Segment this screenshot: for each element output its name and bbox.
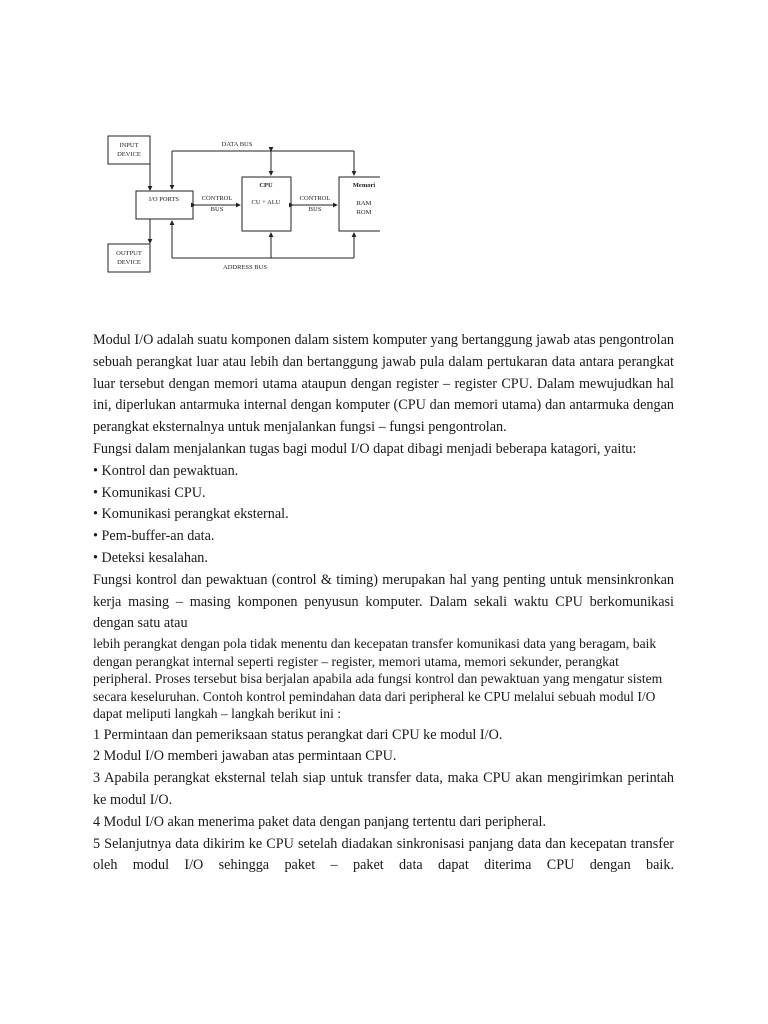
paragraph-functions: Fungsi dalam menjalankan tugas bagi modul I/O dapat dibagi menjadi beberapa katagori, yaitu: <box>93 440 637 457</box>
address-bus-label: ADDRESS BUS <box>223 264 267 271</box>
control-bus-right-1: CONTROL <box>299 195 331 202</box>
io-ports-label: I/O PORTS <box>148 196 180 203</box>
control-bus-right-2: BUS <box>308 206 322 213</box>
memori-ram: RAM <box>356 200 372 207</box>
cpu-subtitle: CU + ALU <box>251 199 281 206</box>
control-bus-left-2: BUS <box>210 206 224 213</box>
bullet-item: • Komunikasi perangkat eksternal. <box>93 506 289 523</box>
input-device-label-1: INPUT <box>119 142 139 149</box>
input-device-box <box>108 136 150 164</box>
document-body <box>93 330 674 877</box>
step-item: 5 Selanjutnya data dikirim ke CPU setelah diadakan sinkronisasi panjang data dan kecepatan transfer oleh modul I/O sehingga paket – paket data dapat diterima CPU dengan baik. <box>93 835 674 874</box>
io-module-block-diagram <box>100 128 380 278</box>
output-device-label-2: DEVICE <box>117 259 141 266</box>
input-device-label-2: DEVICE <box>117 151 141 158</box>
output-device-label-1: OUTPUT <box>116 250 142 257</box>
paragraph-intro: Modul I/O adalah suatu komponen dalam sistem komputer yang bertanggung jawab atas pengontrolan sebuah perangkat luar atau lebih dan bertanggung jawab pula dalam pertukaran data antara perangkat luar tersebut dengan memori utama ataupun dengan register – register CPU. Dalam mewujudkan hal ini, diperlukan antarmuka internal dengan komputer (CPU dan memori utama) dan antarmuka dengan perangkat eksternalnya untuk menjalankan fungsi – fungsi pengontrolan. <box>93 332 674 436</box>
data-bus-label: DATA BUS <box>221 141 253 148</box>
bullet-item: • Komunikasi CPU. <box>93 484 206 501</box>
bullet-item: • Pem-buffer-an data. <box>93 528 215 545</box>
memori-rom: ROM <box>356 209 372 216</box>
bullet-item: • Deteksi kesalahan. <box>93 549 208 566</box>
bullet-item: • Kontrol dan pewaktuan. <box>93 462 239 479</box>
paragraph-control-timing: Fungsi kontrol dan pewaktuan (control & timing) merupakan hal yang penting untuk mensinkronkan kerja masing – masing komponen penyusun komputer. Dalam sekali waktu CPU berkomunikasi dengan satu atau <box>93 571 674 632</box>
step-item: 1 Permintaan dan pemeriksaan status perangkat dari CPU ke modul I/O. <box>93 726 503 743</box>
control-bus-left-1: CONTROL <box>201 195 233 202</box>
step-item: 3 Apabila perangkat eksternal telah siap untuk transfer data, maka CPU akan mengirimkan perintah ke modul I/O. <box>93 770 674 809</box>
memori-title: Memori <box>352 182 376 189</box>
step-item: 2 Modul I/O memberi jawaban atas permintaan CPU. <box>93 748 397 765</box>
step-item: 4 Modul I/O akan menerima paket data dengan panjang tertentu dari peripheral. <box>93 813 547 830</box>
output-device-box <box>108 244 150 272</box>
cpu-title: CPU <box>259 182 273 189</box>
paragraph-control-detail: lebih perangkat dengan pola tidak menentu dan kecepatan transfer komunikasi data yang beragam, baik dengan perangkat internal seperti register – register, memori utama, memori sekunder, perangkat peripheral. Proses tersebut bisa berjalan apabila ada fungsi kontrol dan pewaktuan yang mengatur sistem secara keseluruhan. Contoh kontrol pemindahan data dari peripheral ke CPU melalui sebuah modul I/O dapat meliputi langkah – langkah berikut ini : <box>93 636 663 722</box>
